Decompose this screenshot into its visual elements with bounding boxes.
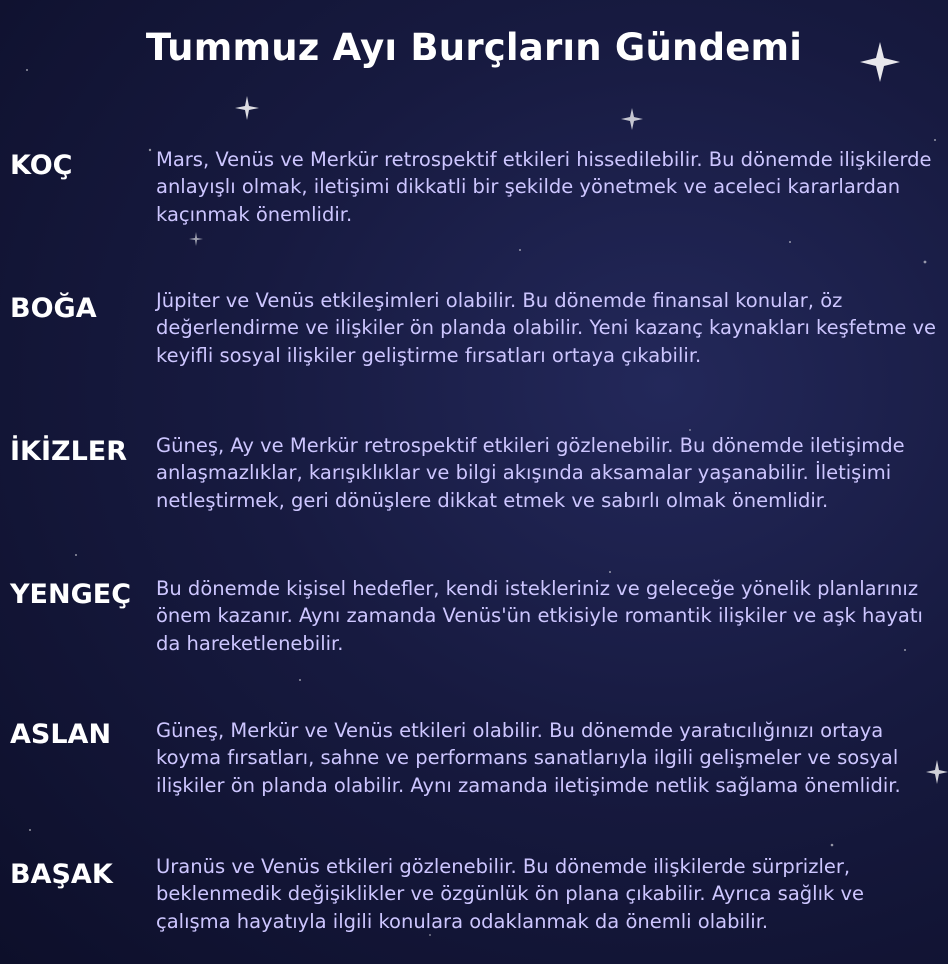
star-dot <box>789 241 791 243</box>
sign-description: Mars, Venüs ve Merkür retrospektif etkileri hissedilebilir. Bu dönemde ilişkilerde anlayışlı olmak, iletişimi dikkatli bir şekilde yönetmek ve aceleci kararlardan kaçınmak önemlidir. <box>156 148 932 226</box>
star-dot <box>26 69 28 71</box>
sign-description: Bu dönemde kişisel hedefler, kendi istekleriniz ve geleceğe yönelik planlarınız önem kazanır. Aynı zamanda Venüs'ün etkisiyle romantik ilişkiler ve aşk hayatı da hareketlenebilir. <box>156 577 923 655</box>
sign-description: Uranüs ve Venüs etkileri gözlenebilir. Bu dönemde ilişkilerde sürprizler, beklenmedik değişiklikler ve özgünlük ön plana çıkabilir. Ayrıca sağlık ve çalışma hayatıyla ilgili konulara odaklanmak da önemli olabilir. <box>156 855 865 933</box>
sparkle-star-icon <box>189 232 203 246</box>
star-dot <box>519 249 521 251</box>
star-dot <box>29 829 31 831</box>
sparkle-star-icon <box>621 108 643 130</box>
star-dot <box>689 429 691 431</box>
sign-name: ASLAN <box>10 719 112 750</box>
star-dot <box>149 149 151 151</box>
sign-name: YENGEÇ <box>10 579 132 610</box>
star-dot <box>299 679 301 681</box>
sparkle-star-icon <box>235 96 259 120</box>
sign-name: BAŞAK <box>10 859 113 890</box>
star-dot <box>609 571 611 573</box>
star-dot <box>831 844 834 847</box>
sign-name: KOÇ <box>10 150 73 181</box>
star-dot <box>924 261 927 264</box>
sign-name: BOĞA <box>10 293 97 324</box>
sign-description: Güneş, Ay ve Merkür retrospektif etkileri gözlenebilir. Bu dönemde iletişimde anlaşmazlıklar, karışıklıklar ve bilgi akışında aksamalar yaşanabilir. İletişimi netleştirmek, geri dönüşlere dikkat etmek ve sabırlı olmak önemlidir. <box>156 434 905 512</box>
star-dot <box>75 554 77 556</box>
page-title: Tummuz Ayı Burçların Gündemi <box>145 26 803 69</box>
sign-description: Güneş, Merkür ve Venüs etkileri olabilir. Bu dönemde yaratıcılığınızı ortaya koyma fırsatları, sahne ve performans sanatlarıyla ilgili gelişmeler ve sosyal ilişkiler ön planda olabilir. Aynı zamanda iletişimde netlik sağlama önemlidir. <box>156 719 901 797</box>
sign-name: İKİZLER <box>10 436 128 467</box>
star-dot <box>934 139 936 141</box>
sign-description: Jüpiter ve Venüs etkileşimleri olabilir. Bu dönemde finansal konular, öz değerlendirme ve ilişkiler ön planda olabilir. Yeni kazanç kaynakları keşfetme ve keyifli sosyal ilişkiler geliştirme fırsatları ortaya çıkabilir. <box>156 289 937 367</box>
